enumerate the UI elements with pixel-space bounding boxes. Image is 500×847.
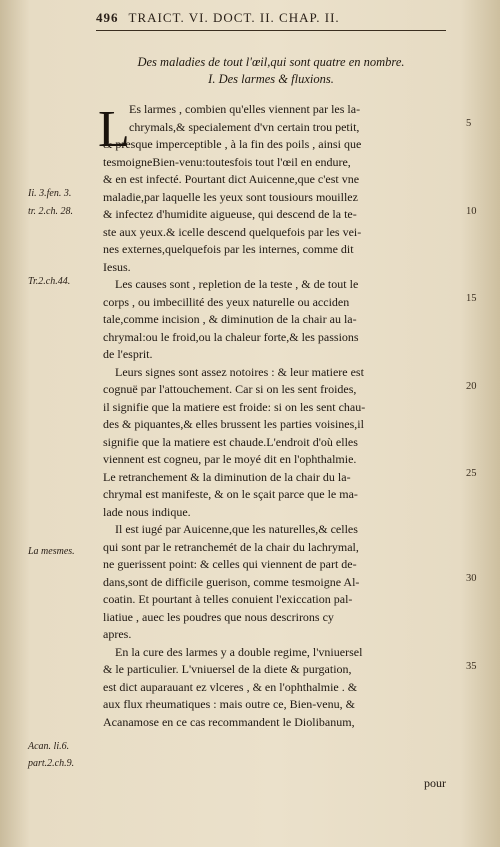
text-line: & le particulier. L'vniuersel de la diete & purgation, [103, 662, 352, 676]
margin-note: tr. 2.ch. 28. [28, 206, 73, 217]
text-line: est dict auparauant ez vlceres , & en l'ophthalmie . & [103, 679, 358, 694]
text-line: Le retranchement & la diminution de la chair du la- [103, 469, 351, 484]
text-line: de l'esprit. [103, 347, 153, 361]
line-number: 25 [466, 468, 477, 479]
text-line: Leurs signes sont assez notoires : & leur matiere est [115, 364, 364, 379]
text-line: aux flux rheumatiques : mais outre ce, Bien-venu, & [103, 697, 355, 711]
text-line: il signifie que la matiere est froide: si on les sent chau- [103, 399, 366, 414]
drop-capital: L [98, 101, 130, 158]
text-line: qui sont par le retranchemét de la chair du lachrymal, [103, 539, 359, 554]
text-line: lade nous indique. [103, 504, 191, 519]
text-line: apres. [103, 627, 132, 641]
header-rule [96, 30, 446, 31]
text-line: & en est infecté. Pourtant dict Auicenne,que c'est vne [103, 172, 360, 186]
body-text [103, 101, 463, 731]
text-line: chrymals,& specialement d'vn certain trou petit, [129, 119, 360, 134]
margin-note: La mesmes. [28, 546, 75, 557]
text-line: Les causes sont , repletion de la teste , & de tout le [115, 277, 359, 291]
text-line: En la cure des larmes y a double regime, l'vniuersel [115, 644, 363, 659]
text-line: & infectez d'humidite aigueuse, qui descend de la te- [103, 207, 357, 221]
line-number: 5 [466, 118, 472, 129]
text-line: Acanamose en ce cas recommandent le Diolibanum, [103, 714, 355, 729]
text-line: Il est iugé par Auicenne,que les naturelles,& celles [115, 522, 358, 536]
text-line: cognuë par l'attouchement. Car si on les sent froides, [103, 382, 357, 396]
running-title: TRAICT. VI. DOCT. II. CHAP. II. [128, 10, 340, 25]
line-number: 20 [466, 381, 477, 392]
running-head [96, 10, 456, 26]
section-heading: I. Des larmes & fluxions. [208, 72, 334, 86]
text-line: dans,sont de difficile guerison, comme tesmoigne Al- [103, 574, 360, 589]
text-line: coatin. Et pourtant à telles conuient l'exiccation pal- [103, 592, 353, 606]
text-line: Iesus. [103, 259, 131, 274]
line-number: 10 [466, 206, 477, 217]
text-line: tesmoigneBien-venu:toutesfois tout l'œil en endure, [103, 154, 351, 169]
text-line: & presque imperceptible , à la fin des poils , ainsi que [103, 137, 362, 151]
text-line: liatiue , auec les poudres que nous descrirons cy [103, 609, 334, 624]
catchword: pour [424, 776, 446, 790]
page-number: 496 [96, 10, 119, 25]
margin-note: Ii. 3.fen. 3. [28, 188, 72, 199]
margin-note: Tr.2.ch.44. [28, 276, 71, 287]
text-line: des & piquantes,& elles brussent les parties voisines,il [103, 417, 364, 431]
margin-note: Acan. li.6. [28, 741, 70, 752]
text-line: signifie que la matiere est chaude.L'endroit d'où elles [103, 434, 358, 449]
text-line: maladie,par laquelle les yeux sont tousiours mouillez [103, 189, 358, 204]
text-line: corps , ou imbecillité des yeux naturelle ou acciden [103, 294, 350, 309]
text-line: viennent est cogneu, par le moyé dit en l'ophthalmie. [103, 452, 357, 466]
text-line: chrymal:ou le froid,ou la chaleur forte,& les passions [103, 329, 359, 344]
chapter-heading: Des maladies de tout l'œil,qui sont quatre en nombre. [137, 55, 405, 69]
line-number: 15 [466, 293, 477, 304]
text-line: ste aux yeux.& icelle descend quelquefois par les vei- [103, 224, 362, 239]
text-line: ne guerissent point: & celles qui viennent de part de- [103, 557, 357, 571]
line-number: 35 [466, 661, 477, 672]
text-line: Es larmes , combien qu'elles viennent par les la- [129, 102, 361, 116]
line-number: 30 [466, 573, 477, 584]
text-line: nes externes,quelquefois par les internes, comme dit [103, 242, 354, 256]
margin-note: part.2.ch.9. [28, 758, 75, 769]
text-line: chrymal est manifeste, & on le sçait parce que le ma- [103, 487, 358, 501]
text-line: tale,comme incision , & diminution de la chair au la- [103, 312, 357, 326]
